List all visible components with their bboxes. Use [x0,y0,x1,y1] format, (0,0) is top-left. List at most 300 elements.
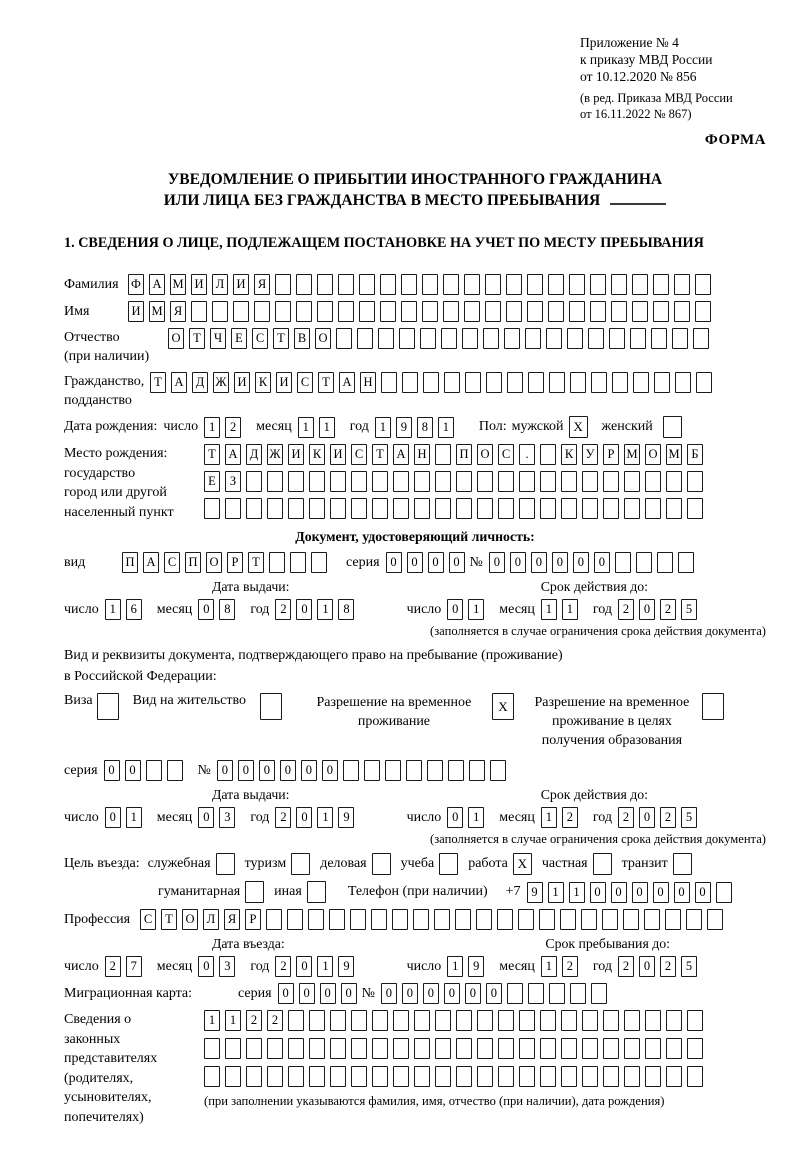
char-cell[interactable] [582,1010,598,1031]
char-cell[interactable] [603,1038,619,1059]
char-cell[interactable] [191,301,207,322]
date-cell[interactable]: 0 [639,956,655,977]
char-cell[interactable] [624,1010,640,1031]
char-cell[interactable] [288,498,304,519]
char-cell[interactable] [288,1010,304,1031]
char-cell[interactable]: 0 [444,983,460,1004]
char-cell[interactable]: Т [204,444,220,465]
char-cell[interactable]: И [233,274,249,295]
char-cell[interactable] [427,760,443,781]
temp-residence-edu-checkbox[interactable] [702,693,724,720]
char-cell[interactable] [645,1066,661,1087]
char-cell[interactable] [527,301,543,322]
char-cell[interactable] [246,498,262,519]
purpose-option-checkbox[interactable] [372,853,391,875]
char-cell[interactable]: Р [603,444,619,465]
date-cell[interactable]: 2 [618,807,634,828]
char-cell[interactable]: П [456,444,472,465]
date-cell[interactable]: 2 [275,599,291,620]
date-cell[interactable]: 1 [204,417,220,438]
sex-female-checkbox[interactable] [663,416,682,438]
char-cell[interactable] [413,909,429,930]
date-cell[interactable]: 2 [618,599,634,620]
char-cell[interactable] [435,444,451,465]
char-cell[interactable] [477,471,493,492]
char-cell[interactable] [351,498,367,519]
char-cell[interactable] [330,1038,346,1059]
char-cell[interactable]: Ч [210,328,226,349]
char-cell[interactable] [519,1038,535,1059]
char-cell[interactable] [462,328,478,349]
char-cell[interactable] [350,909,366,930]
char-cell[interactable] [435,1038,451,1059]
char-cell[interactable] [549,372,565,393]
char-cell[interactable]: О [206,552,222,573]
char-cell[interactable] [486,372,502,393]
char-cell[interactable] [645,1038,661,1059]
char-cell[interactable] [623,909,639,930]
char-cell[interactable]: О [182,909,198,930]
char-cell[interactable] [707,909,723,930]
char-cell[interactable] [443,301,459,322]
date-cell[interactable]: 1 [541,956,557,977]
char-cell[interactable]: 0 [259,760,275,781]
char-cell[interactable] [528,983,544,1004]
char-cell[interactable] [423,372,439,393]
date-cell[interactable]: 0 [198,807,214,828]
date-cell[interactable]: 2 [275,807,291,828]
char-cell[interactable] [546,328,562,349]
char-cell[interactable]: 0 [695,882,711,903]
char-cell[interactable] [582,1038,598,1059]
char-cell[interactable] [528,372,544,393]
date-cell[interactable]: 1 [317,807,333,828]
temp-residence-checkbox[interactable]: X [492,693,514,720]
date-cell[interactable]: 0 [296,599,312,620]
char-cell[interactable] [540,1066,556,1087]
char-cell[interactable] [666,1010,682,1031]
char-cell[interactable]: Т [189,328,205,349]
char-cell[interactable] [477,498,493,519]
char-cell[interactable]: Т [273,328,289,349]
date-cell[interactable]: 9 [396,417,412,438]
date-cell[interactable]: 2 [225,417,241,438]
char-cell[interactable]: О [168,328,184,349]
char-cell[interactable]: 0 [531,552,547,573]
char-cell[interactable] [539,909,555,930]
char-cell[interactable]: 1 [548,882,564,903]
char-cell[interactable] [464,301,480,322]
char-cell[interactable]: С [252,328,268,349]
char-cell[interactable] [588,328,604,349]
char-cell[interactable] [308,909,324,930]
char-cell[interactable] [372,471,388,492]
char-cell[interactable] [146,760,162,781]
char-cell[interactable] [296,301,312,322]
char-cell[interactable] [561,1010,577,1031]
char-cell[interactable]: И [276,372,292,393]
char-cell[interactable] [351,1038,367,1059]
char-cell[interactable] [665,909,681,930]
char-cell[interactable] [455,909,471,930]
char-cell[interactable] [435,1066,451,1087]
char-cell[interactable] [246,1038,262,1059]
char-cell[interactable] [338,301,354,322]
char-cell[interactable] [385,760,401,781]
char-cell[interactable] [506,301,522,322]
char-cell[interactable] [435,471,451,492]
char-cell[interactable] [630,328,646,349]
char-cell[interactable]: Е [204,471,220,492]
char-cell[interactable] [615,552,631,573]
char-cell[interactable]: М [624,444,640,465]
sex-male-checkbox[interactable]: X [569,416,588,438]
purpose-option-checkbox[interactable] [291,853,310,875]
char-cell[interactable] [309,471,325,492]
char-cell[interactable] [290,552,306,573]
char-cell[interactable] [275,301,291,322]
date-cell[interactable]: 0 [447,807,463,828]
date-cell[interactable]: 1 [562,599,578,620]
date-cell[interactable]: 1 [541,599,557,620]
char-cell[interactable] [519,498,535,519]
char-cell[interactable]: 0 [552,552,568,573]
char-cell[interactable]: 0 [402,983,418,1004]
char-cell[interactable] [693,328,709,349]
char-cell[interactable] [636,552,652,573]
char-cell[interactable]: У [582,444,598,465]
char-cell[interactable]: 0 [301,760,317,781]
char-cell[interactable] [612,372,628,393]
char-cell[interactable]: И [330,444,346,465]
char-cell[interactable] [317,274,333,295]
char-cell[interactable]: 0 [280,760,296,781]
char-cell[interactable] [266,909,282,930]
char-cell[interactable] [254,301,270,322]
char-cell[interactable] [657,552,673,573]
char-cell[interactable] [540,498,556,519]
char-cell[interactable] [401,274,417,295]
char-cell[interactable] [477,1010,493,1031]
char-cell[interactable] [570,372,586,393]
char-cell[interactable]: И [234,372,250,393]
char-cell[interactable]: 0 [465,983,481,1004]
char-cell[interactable] [351,471,367,492]
char-cell[interactable] [498,471,514,492]
char-cell[interactable]: А [225,444,241,465]
char-cell[interactable] [590,301,606,322]
purpose-option-checkbox[interactable] [216,853,235,875]
char-cell[interactable]: 1 [569,882,585,903]
char-cell[interactable] [507,983,523,1004]
char-cell[interactable]: 0 [489,552,505,573]
char-cell[interactable] [633,372,649,393]
char-cell[interactable] [611,301,627,322]
char-cell[interactable] [393,471,409,492]
date-cell[interactable]: 1 [319,417,335,438]
char-cell[interactable] [267,498,283,519]
char-cell[interactable] [591,983,607,1004]
char-cell[interactable] [602,909,618,930]
char-cell[interactable] [525,328,541,349]
char-cell[interactable] [519,471,535,492]
char-cell[interactable]: Ф [128,274,144,295]
char-cell[interactable] [507,372,523,393]
char-cell[interactable]: П [122,552,138,573]
char-cell[interactable] [338,274,354,295]
char-cell[interactable]: 2 [246,1010,262,1031]
char-cell[interactable] [399,328,415,349]
char-cell[interactable] [393,498,409,519]
char-cell[interactable] [372,1010,388,1031]
char-cell[interactable] [653,301,669,322]
char-cell[interactable]: А [149,274,165,295]
char-cell[interactable] [653,274,669,295]
date-cell[interactable]: 2 [660,956,676,977]
char-cell[interactable]: 0 [423,983,439,1004]
char-cell[interactable] [311,552,327,573]
char-cell[interactable]: А [393,444,409,465]
char-cell[interactable]: В [294,328,310,349]
char-cell[interactable]: 0 [386,552,402,573]
char-cell[interactable]: И [128,301,144,322]
char-cell[interactable]: 0 [407,552,423,573]
char-cell[interactable]: Я [254,274,270,295]
char-cell[interactable]: 0 [674,882,690,903]
char-cell[interactable]: Я [170,301,186,322]
char-cell[interactable]: А [171,372,187,393]
char-cell[interactable] [687,1038,703,1059]
char-cell[interactable] [464,274,480,295]
char-cell[interactable] [330,1010,346,1031]
char-cell[interactable] [296,274,312,295]
date-cell[interactable]: 0 [296,956,312,977]
char-cell[interactable] [434,909,450,930]
date-cell[interactable]: 0 [296,807,312,828]
char-cell[interactable]: 0 [320,983,336,1004]
char-cell[interactable] [540,1038,556,1059]
char-cell[interactable]: Ж [267,444,283,465]
char-cell[interactable] [309,1066,325,1087]
char-cell[interactable] [477,1066,493,1087]
char-cell[interactable] [359,301,375,322]
char-cell[interactable] [330,1066,346,1087]
char-cell[interactable]: Т [318,372,334,393]
char-cell[interactable]: О [645,444,661,465]
char-cell[interactable]: Б [687,444,703,465]
char-cell[interactable] [393,1010,409,1031]
char-cell[interactable]: 0 [653,882,669,903]
char-cell[interactable] [582,471,598,492]
date-cell[interactable]: 3 [219,807,235,828]
char-cell[interactable]: Н [414,444,430,465]
char-cell[interactable] [371,909,387,930]
char-cell[interactable] [456,471,472,492]
char-cell[interactable]: 0 [449,552,465,573]
char-cell[interactable] [674,274,690,295]
char-cell[interactable]: Т [248,552,264,573]
char-cell[interactable] [548,301,564,322]
date-cell[interactable]: 7 [126,956,142,977]
char-cell[interactable] [506,274,522,295]
date-cell[interactable]: 5 [681,956,697,977]
date-cell[interactable]: 3 [219,956,235,977]
char-cell[interactable]: К [255,372,271,393]
char-cell[interactable]: Н [360,372,376,393]
char-cell[interactable] [561,1066,577,1087]
char-cell[interactable] [632,301,648,322]
char-cell[interactable] [357,328,373,349]
char-cell[interactable]: 0 [486,983,502,1004]
char-cell[interactable] [666,471,682,492]
char-cell[interactable] [401,301,417,322]
date-cell[interactable]: 1 [438,417,454,438]
char-cell[interactable] [570,983,586,1004]
char-cell[interactable] [456,1066,472,1087]
char-cell[interactable] [406,760,422,781]
char-cell[interactable] [666,498,682,519]
char-cell[interactable] [624,471,640,492]
char-cell[interactable] [519,1066,535,1087]
char-cell[interactable] [624,1066,640,1087]
date-cell[interactable]: 2 [275,956,291,977]
char-cell[interactable] [336,328,352,349]
char-cell[interactable] [414,471,430,492]
char-cell[interactable] [267,1038,283,1059]
char-cell[interactable]: 0 [238,760,254,781]
date-cell[interactable]: 1 [468,599,484,620]
char-cell[interactable]: З [225,471,241,492]
date-cell[interactable]: 0 [639,599,655,620]
residence-permit-checkbox[interactable] [260,693,282,720]
char-cell[interactable] [485,274,501,295]
char-cell[interactable]: 0 [381,983,397,1004]
char-cell[interactable] [393,1066,409,1087]
char-cell[interactable] [567,328,583,349]
date-cell[interactable]: 8 [417,417,433,438]
char-cell[interactable] [518,909,534,930]
char-cell[interactable] [654,372,670,393]
char-cell[interactable] [695,274,711,295]
char-cell[interactable] [212,301,228,322]
char-cell[interactable]: Д [246,444,262,465]
char-cell[interactable]: П [185,552,201,573]
char-cell[interactable] [351,1010,367,1031]
char-cell[interactable] [611,274,627,295]
char-cell[interactable] [581,909,597,930]
char-cell[interactable] [381,372,397,393]
char-cell[interactable] [696,372,712,393]
char-cell[interactable] [695,301,711,322]
char-cell[interactable] [329,909,345,930]
date-cell[interactable]: 1 [317,956,333,977]
char-cell[interactable]: 0 [217,760,233,781]
date-cell[interactable]: 1 [126,807,142,828]
char-cell[interactable] [540,444,556,465]
char-cell[interactable]: И [191,274,207,295]
char-cell[interactable] [644,909,660,930]
char-cell[interactable] [309,498,325,519]
visa-checkbox[interactable] [97,693,119,720]
char-cell[interactable]: 0 [278,983,294,1004]
date-cell[interactable]: 2 [562,956,578,977]
date-cell[interactable]: 2 [562,807,578,828]
char-cell[interactable]: 1 [204,1010,220,1031]
char-cell[interactable] [582,1066,598,1087]
date-cell[interactable]: 1 [298,417,314,438]
char-cell[interactable] [275,274,291,295]
char-cell[interactable] [380,274,396,295]
char-cell[interactable] [687,1066,703,1087]
char-cell[interactable] [204,498,220,519]
char-cell[interactable] [225,1066,241,1087]
purpose-option-checkbox[interactable] [439,853,458,875]
char-cell[interactable]: М [666,444,682,465]
char-cell[interactable] [687,1010,703,1031]
date-cell[interactable]: 8 [338,599,354,620]
char-cell[interactable] [204,1038,220,1059]
char-cell[interactable]: С [297,372,313,393]
char-cell[interactable] [561,471,577,492]
char-cell[interactable]: К [561,444,577,465]
char-cell[interactable] [590,274,606,295]
purpose-option-checkbox[interactable] [307,881,326,903]
char-cell[interactable]: 0 [573,552,589,573]
char-cell[interactable] [645,471,661,492]
char-cell[interactable] [414,498,430,519]
char-cell[interactable]: 0 [428,552,444,573]
purpose-option-checkbox[interactable] [593,853,612,875]
char-cell[interactable] [549,983,565,1004]
char-cell[interactable] [540,471,556,492]
char-cell[interactable] [392,909,408,930]
char-cell[interactable] [435,498,451,519]
char-cell[interactable] [343,760,359,781]
date-cell[interactable]: 2 [105,956,121,977]
purpose-option-checkbox[interactable] [673,853,692,875]
char-cell[interactable] [435,1010,451,1031]
char-cell[interactable] [330,471,346,492]
char-cell[interactable] [591,372,607,393]
char-cell[interactable] [330,498,346,519]
char-cell[interactable] [477,1038,493,1059]
char-cell[interactable]: Д [192,372,208,393]
char-cell[interactable] [519,1010,535,1031]
char-cell[interactable] [476,909,492,930]
char-cell[interactable]: 2 [267,1010,283,1031]
char-cell[interactable]: . [519,444,535,465]
char-cell[interactable]: А [143,552,159,573]
char-cell[interactable] [246,1066,262,1087]
date-cell[interactable]: 1 [468,807,484,828]
char-cell[interactable] [422,301,438,322]
char-cell[interactable]: Я [224,909,240,930]
date-cell[interactable]: 5 [681,599,697,620]
char-cell[interactable]: С [498,444,514,465]
char-cell[interactable] [393,1038,409,1059]
date-cell[interactable]: 2 [660,599,676,620]
char-cell[interactable] [225,498,241,519]
char-cell[interactable]: 0 [510,552,526,573]
char-cell[interactable] [288,1038,304,1059]
char-cell[interactable] [267,471,283,492]
char-cell[interactable]: Л [212,274,228,295]
char-cell[interactable] [490,760,506,781]
date-cell[interactable]: 1 [317,599,333,620]
char-cell[interactable] [359,274,375,295]
char-cell[interactable] [288,1066,304,1087]
char-cell[interactable] [498,1066,514,1087]
